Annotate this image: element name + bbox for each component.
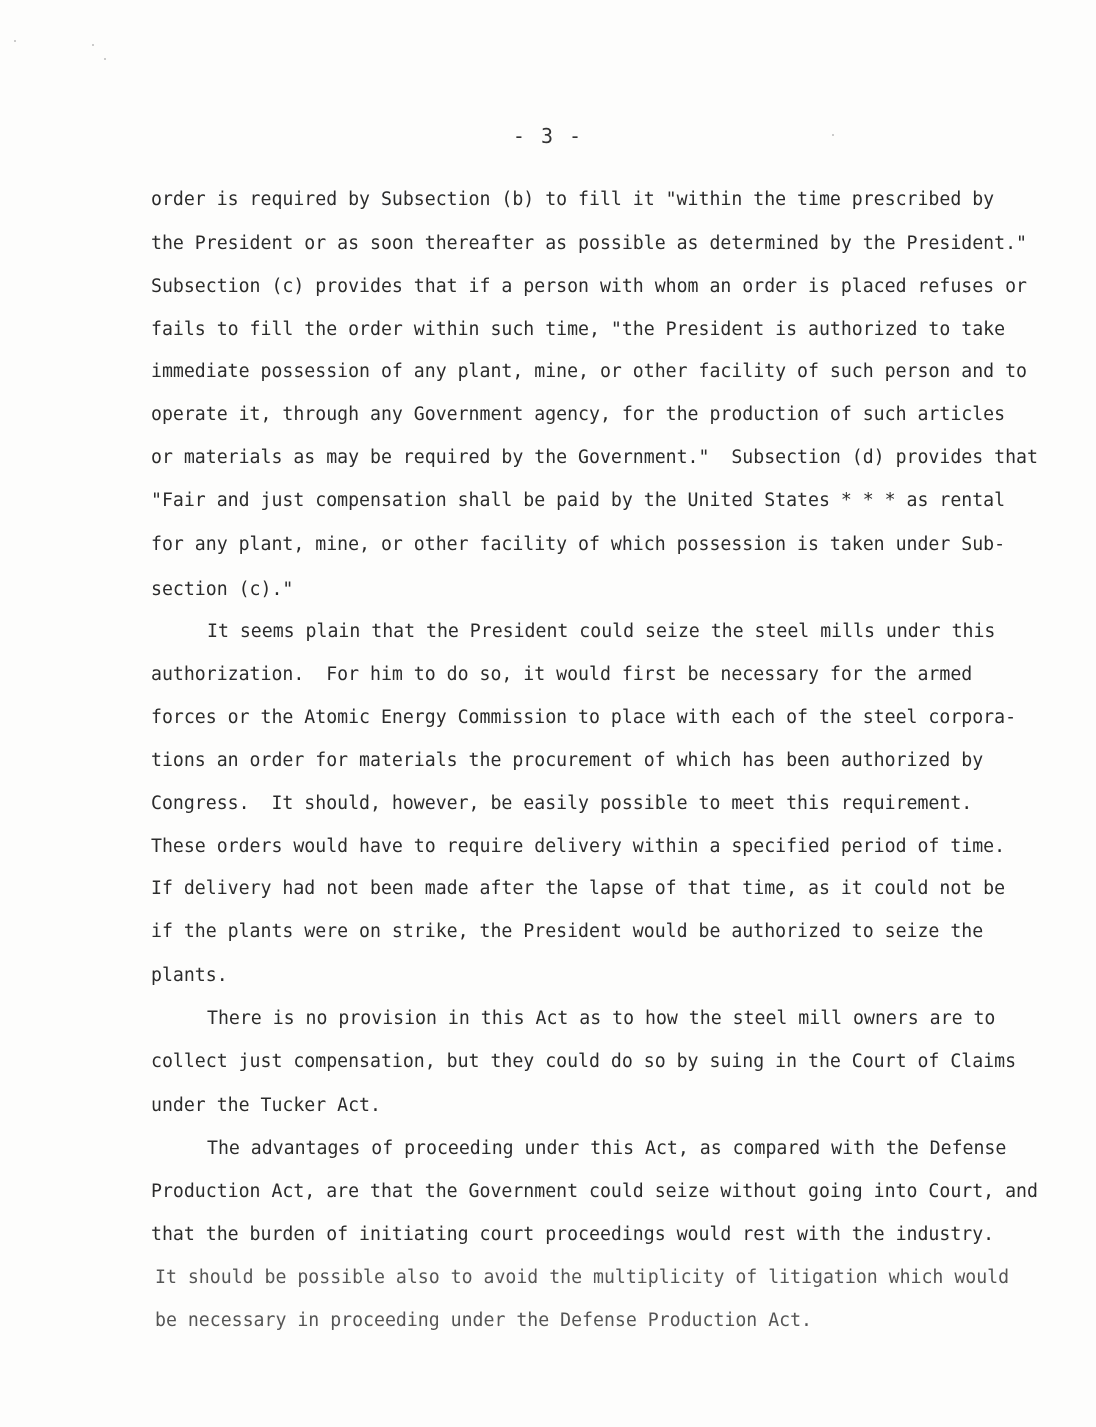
- text-line: collect just compensation, but they could do so by suing in the Court of Claims: [151, 1051, 1017, 1072]
- text-line: Production Act, are that the Government could seize without going into Court, and: [151, 1181, 1038, 1202]
- text-line: fails to fill the order within such time, "the President is authorized to take: [151, 319, 1006, 340]
- text-line: plants.: [151, 965, 228, 986]
- text-line: or materials as may be required by the Government." Subsection (d) provides that: [151, 447, 1038, 468]
- text-line: Subsection (c) provides that if a person with whom an order is placed refuses or: [151, 276, 1027, 297]
- text-line: for any plant, mine, or other facility of which possession is taken under Sub-: [151, 534, 1006, 555]
- text-line: forces or the Atomic Energy Commission to place with each of the steel corpora-: [151, 707, 1017, 728]
- text-line: There is no provision in this Act as to how the steel mill owners are to: [207, 1008, 996, 1029]
- text-line: the President or as soon thereafter as possible as determined by the President.": [151, 233, 1027, 254]
- text-line: Congress. It should, however, be easily possible to meet this requirement.: [151, 793, 973, 814]
- paper-speck: [14, 40, 16, 42]
- text-line: authorization. For him to do so, it would first be necessary for the armed: [151, 664, 973, 685]
- text-line: section (c).": [151, 579, 294, 600]
- text-line: tions an order for materials the procurement of which has been authorized by: [151, 750, 984, 771]
- text-line: It should be possible also to avoid the multiplicity of litigation which would: [155, 1267, 1010, 1288]
- text-line: immediate possession of any plant, mine, or other facility of such person and to: [151, 361, 1027, 382]
- text-line: under the Tucker Act.: [151, 1095, 381, 1116]
- text-line: These orders would have to require delivery within a specified period of time.: [151, 836, 1006, 857]
- text-line: if the plants were on strike, the President would be authorized to seize the: [151, 921, 984, 942]
- text-line: operate it, through any Government agency, for the production of such articles: [151, 404, 1006, 425]
- paper-speck: [104, 58, 106, 60]
- paper-speck: [92, 44, 94, 46]
- page-number: - 3 -: [512, 124, 584, 148]
- text-line: be necessary in proceeding under the Defense Production Act.: [155, 1310, 812, 1331]
- text-line: The advantages of proceeding under this Act, as compared with the Defense: [207, 1138, 1007, 1159]
- text-line: "Fair and just compensation shall be paid by the United States * * * as rental: [151, 490, 1006, 511]
- text-line: If delivery had not been made after the lapse of that time, as it could not be: [151, 878, 1006, 899]
- text-line: It seems plain that the President could seize the steel mills under this: [207, 621, 996, 642]
- text-line: that the burden of initiating court proceedings would rest with the industry.: [151, 1224, 995, 1245]
- text-line: order is required by Subsection (b) to fill it "within the time prescribed by: [151, 189, 995, 210]
